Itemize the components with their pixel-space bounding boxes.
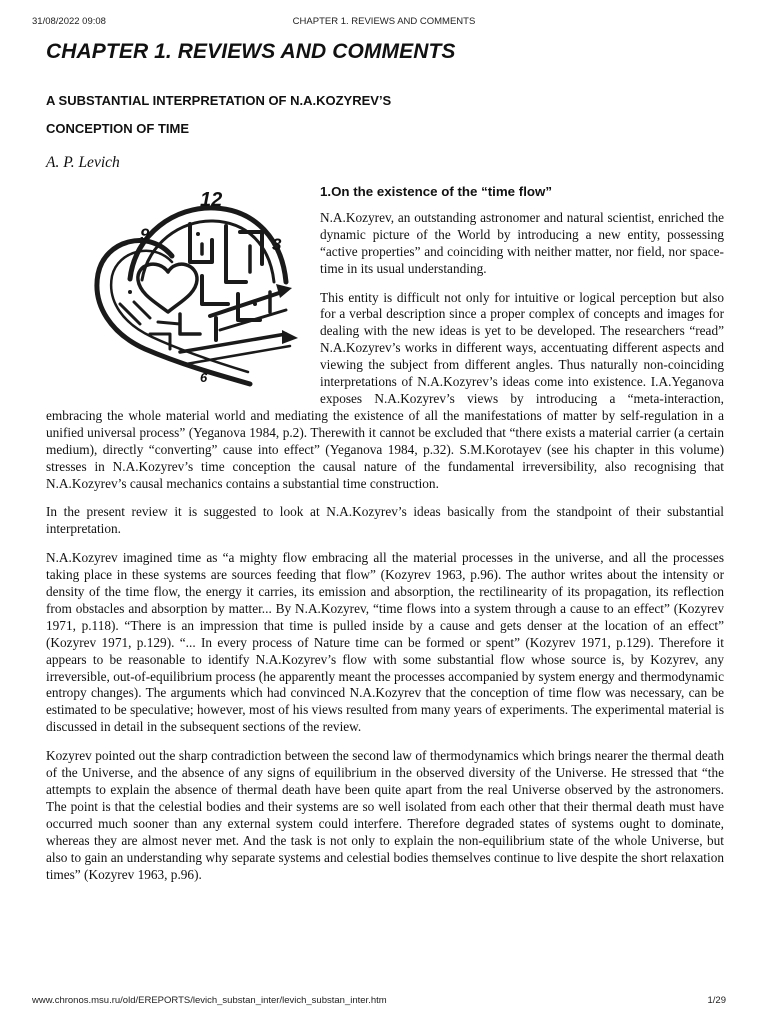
clock-number-12: 12 xyxy=(200,189,223,211)
section-heading: 1.On the existence of the “time flow” xyxy=(320,184,553,199)
paragraph-5: Kozyrev pointed out the sharp contradiction between the second law of thermodynamics which brings nearer the thermal death of the Universe, and the absence of any signs of equilibrium in the observed diversity of the Universe. He stressed that “the attempts to explain the absence of thermal death have been quite apart from the real Universe observed by the astronomers. The point is that the celestial bodies and their systems are so well isolated from each other that their thermal death must have occurred much sooner than any external system could interfere. Therefore degraded states of systems ought to dominate, whereas they are almost never met. And the task is not only to explain the non-equilibrium state of the whole Universe, but also to gain an understanding why separate systems and celestial bodies themselves continue to live despite the short relaxation times” (Kozyrev 1963, p.96). xyxy=(46,748,724,882)
source-url: www.chronos.msu.ru/old/EREPORTS/levich_substan_inter/levich_substan_inter.htm xyxy=(32,995,387,1006)
clock-number-6: 6 xyxy=(200,370,208,385)
illustration-drawing xyxy=(50,184,312,392)
article-body xyxy=(46,184,724,895)
paragraph-2: This entity is difficult not only for intuitive or logical perception but also for a verbal description since a proper complex of concepts and images for dealing with the new ideas is yet to be developed. The researchers “read” N.A.Kozyrev’s works in different ways, accentuating different aspects and viewing the subject from different angles. Thus naturally non-coinciding interpretations of N.A.Kozyrev’s ideas come into existence. I.A.Yeganova exposes N.A.Kozyrev’s views by introducing a “meta-interaction, embracing the whole material world and mediating the existence of all the manifestations of matter by self-regulation in a unified universal process” (Yeganova 1984, p.2). Therewith it cannot be excluded that “there exists a material carrier (a certain medium), directly “converting” cause into effect” (Yeganova 1984, p.32). S.M.Korotayev (see his chapter in this volume) stresses in N.A.Kozyrev’s time conception the causal nature of the fundamental irreversibility, also recognising that N.A.Kozyrev’s causal mechanics contains a substantial time construction. xyxy=(46,289,724,491)
print-header-title: CHAPTER 1. REVIEWS AND COMMENTS xyxy=(292,16,476,27)
heart-labyrinth-clock-illustration xyxy=(50,184,312,392)
paragraph-4: N.A.Kozyrev imagined time as “a mighty flow embracing all the material processes in the universe, and all the processes taking place in these systems are sources feeding that flow” (Kozyrev 1963, p.96). The author writes about the intensity or density of the time flow, the energy it carries, its emission and absorption, the rectilinearity of its propagation, its reflection from obstacles and absorption by matter... By N.A.Kozyrev, “time flows into a system through a cause to an effect” (Kozyrev 1971, p.118). “There is an impression that time is pulled inside by a cause and gets denser at the location of an effect” (Kozyrev 1971, p.129). “... In every process of Nature time can be formed or spent” (Kozyrev 1971, p.129). Therefore it appears to be reasonable to identify N.A.Kozyrev’s flow with some substantial flow whose source is, by Kozyrev, any irreversible, out-of-equilibrium process (he apparently meant the processes accompanied by system energy and thermodynamic entropy changes). The arguments which had convinced N.A.Kozyrev that the conception of time flow was necessary, can be estimated to be speculative; however, most of his views resulted from many years of experiments. The experimental material is discussed in detail in the subsequent sections of the review. xyxy=(46,550,724,735)
author-name: A. P. Levich xyxy=(46,154,120,171)
clock-number-9: 9 xyxy=(140,225,150,244)
clock-number-3: 3 xyxy=(272,235,282,254)
page-number: 1/29 xyxy=(707,995,726,1006)
print-datetime: 31/08/2022 09:08 xyxy=(32,16,106,27)
article-title-line2: CONCEPTION OF TIME xyxy=(46,121,189,136)
paragraph-3: In the present review it is suggested to look at N.A.Kozyrev’s ideas basically from the standpoint of their substantial interpretation. xyxy=(46,504,724,537)
chapter-title: CHAPTER 1. REVIEWS AND COMMENTS xyxy=(46,40,456,63)
paragraph-1: N.A.Kozyrev, an outstanding astronomer and natural scientist, enriched the dynamic picture of the World by introducing a new entity, possessing “active properties” and coinciding with neither matter, nor field, nor space-time in its usual understanding. xyxy=(320,209,724,276)
article-title-line1: A SUBSTANTIAL INTERPRETATION OF N.A.KOZYREV’S xyxy=(46,93,392,108)
